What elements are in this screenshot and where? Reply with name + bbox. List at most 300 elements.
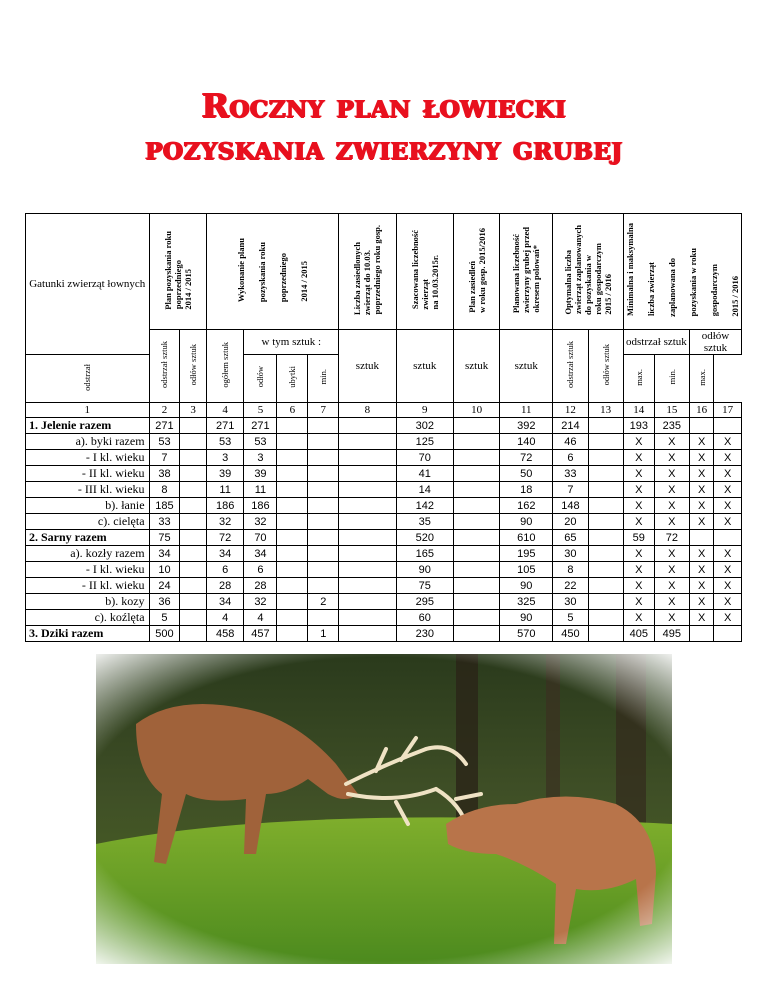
table-cell: X xyxy=(714,434,742,450)
table-cell: 53 xyxy=(206,434,244,450)
h-ogolem-text: ogółem sztuk xyxy=(220,341,231,388)
table-cell xyxy=(277,450,308,466)
table-cell xyxy=(453,482,499,498)
table-cell: 457 xyxy=(244,626,277,642)
table-cell xyxy=(180,546,206,562)
table-cell: X xyxy=(654,482,689,498)
table-cell xyxy=(588,418,623,434)
table-cell xyxy=(180,450,206,466)
table-cell: 185 xyxy=(149,498,180,514)
deer-fight-photo xyxy=(96,654,672,964)
species-header: Gatunki zwierząt łownych xyxy=(26,214,150,355)
minimalna-header xyxy=(623,214,741,330)
table-cell: X xyxy=(623,514,654,530)
liczba-header xyxy=(339,214,396,330)
liczba-l2: zwierząt do 10.03. xyxy=(362,249,373,315)
table-cell xyxy=(180,530,206,546)
table-cell: 53 xyxy=(149,434,180,450)
table-cell xyxy=(308,546,339,562)
table-cell xyxy=(308,466,339,482)
table-body xyxy=(26,418,742,642)
table-cell xyxy=(339,546,396,562)
table-cell: X xyxy=(654,450,689,466)
table-cell: X xyxy=(654,578,689,594)
h-odstrzal-5 xyxy=(26,355,150,403)
table-row xyxy=(26,578,742,594)
h-odstrzal-sztuk-12-text: odstrzał sztuk xyxy=(565,341,576,388)
table-cell: 34 xyxy=(244,546,277,562)
table-cell xyxy=(180,466,206,482)
table-cell: 495 xyxy=(654,626,689,642)
species-label: b). łanie xyxy=(26,498,150,514)
table-cell: X xyxy=(654,514,689,530)
table-cell: 610 xyxy=(500,530,553,546)
planowana-header xyxy=(500,214,553,330)
table-cell: 36 xyxy=(149,594,180,610)
table-cell xyxy=(277,610,308,626)
table-cell: X xyxy=(714,546,742,562)
species-label: a). kozły razem xyxy=(26,546,150,562)
table-cell: 39 xyxy=(206,466,244,482)
optymalna-l3: do pozyskania w xyxy=(583,254,594,315)
title-line-1: Roczny plan łowiecki xyxy=(201,86,567,125)
col-num: 11 xyxy=(500,403,553,418)
table-row xyxy=(26,530,742,546)
table-row xyxy=(26,594,742,610)
optymalna-l5: 2015 / 2016 xyxy=(603,273,614,315)
table-cell xyxy=(180,610,206,626)
table-cell: X xyxy=(714,498,742,514)
plan-prev-l2: poprzedniego xyxy=(172,260,183,310)
table-cell xyxy=(180,578,206,594)
table-cell xyxy=(277,578,308,594)
table-cell xyxy=(690,418,714,434)
table-row xyxy=(26,626,742,642)
table-cell xyxy=(453,610,499,626)
h-odlow-sztuk-3 xyxy=(180,330,206,403)
table-cell: 2 xyxy=(308,594,339,610)
plan-zasiedlen-l1: Plan zasiedleń xyxy=(466,260,477,313)
table-cell: 235 xyxy=(654,418,689,434)
column-number-row xyxy=(26,403,742,418)
table-cell xyxy=(714,626,742,642)
table-cell: X xyxy=(623,482,654,498)
table-cell: 3 xyxy=(206,450,244,466)
table-cell: 8 xyxy=(553,562,588,578)
table-cell xyxy=(453,578,499,594)
table-cell xyxy=(453,626,499,642)
table-cell: 271 xyxy=(149,418,180,434)
table-cell: 28 xyxy=(244,578,277,594)
table-cell xyxy=(308,434,339,450)
table-cell: 70 xyxy=(396,450,453,466)
table-cell xyxy=(180,626,206,642)
table-cell: 75 xyxy=(396,578,453,594)
optymalna-l2: zwierząt zaplanowanych xyxy=(573,225,584,315)
table-cell: X xyxy=(623,562,654,578)
plan-prev-l3: 2014 / 2015 xyxy=(182,268,193,310)
table-cell: X xyxy=(654,594,689,610)
table-cell xyxy=(690,530,714,546)
table-cell xyxy=(180,594,206,610)
table-cell: X xyxy=(690,594,714,610)
szacowana-l1: Szacowana liczebność xyxy=(409,230,420,310)
table-cell: 10 xyxy=(149,562,180,578)
table-cell xyxy=(277,562,308,578)
table-cell: 193 xyxy=(623,418,654,434)
table-cell xyxy=(339,626,396,642)
table-cell: 90 xyxy=(500,610,553,626)
table-cell xyxy=(714,418,742,434)
table-cell xyxy=(277,434,308,450)
header-row-top xyxy=(26,214,742,330)
table-cell xyxy=(277,418,308,434)
table-cell xyxy=(588,450,623,466)
species-label: - I kl. wieku xyxy=(26,450,150,466)
h-ubytki-7-text: ubytki xyxy=(287,366,298,388)
table-cell xyxy=(453,434,499,450)
hunting-plan-table xyxy=(25,213,742,642)
table-cell: 6 xyxy=(244,562,277,578)
h-min-14-text: min. xyxy=(318,369,329,385)
table-cell xyxy=(588,498,623,514)
table-cell xyxy=(714,530,742,546)
table-cell xyxy=(277,482,308,498)
table-cell: X xyxy=(714,594,742,610)
table-cell: 271 xyxy=(244,418,277,434)
table-row xyxy=(26,466,742,482)
col-num: 6 xyxy=(277,403,308,418)
table-cell: 34 xyxy=(149,546,180,562)
table-cell xyxy=(453,466,499,482)
title-line-2: pozyskania zwierzyny grubej xyxy=(145,128,623,167)
table-cell: 405 xyxy=(623,626,654,642)
table-cell xyxy=(453,418,499,434)
table-cell xyxy=(277,546,308,562)
minimalna-l1: Minimalna i maksymalna xyxy=(624,223,635,317)
table-cell: 22 xyxy=(553,578,588,594)
table-cell: 4 xyxy=(206,610,244,626)
table-cell: 271 xyxy=(206,418,244,434)
table-cell xyxy=(453,450,499,466)
table-cell: 125 xyxy=(396,434,453,450)
col-num: 2 xyxy=(149,403,180,418)
col-num: 8 xyxy=(339,403,396,418)
col-num: 10 xyxy=(453,403,499,418)
table-cell: X xyxy=(690,498,714,514)
table-cell: X xyxy=(690,610,714,626)
h-odstrzal-5-text: odstrzał xyxy=(82,363,93,391)
h-w-tym: w tym sztuk : xyxy=(244,330,339,355)
table-cell xyxy=(339,594,396,610)
table-cell: 8 xyxy=(149,482,180,498)
table-cell xyxy=(453,594,499,610)
table-cell: 105 xyxy=(500,562,553,578)
table-cell xyxy=(588,482,623,498)
table-cell xyxy=(588,626,623,642)
col-num: 9 xyxy=(396,403,453,418)
liczba-l1: Liczba zasiedlonych xyxy=(352,241,363,315)
wykonanie-l3: poprzedniego xyxy=(278,252,289,303)
table-cell: X xyxy=(690,450,714,466)
minimalna-l4: pozyskania w roku xyxy=(687,248,698,317)
planowana-l3: okresem polowań* xyxy=(531,245,542,313)
col-num: 7 xyxy=(308,403,339,418)
h-odlow-6-text: odłów xyxy=(255,366,266,388)
table-cell: 142 xyxy=(396,498,453,514)
table-row xyxy=(26,418,742,434)
h-sztuk-9: sztuk xyxy=(396,330,453,403)
table-cell: X xyxy=(623,466,654,482)
table-cell: 90 xyxy=(396,562,453,578)
table-cell xyxy=(277,530,308,546)
table-cell: 11 xyxy=(244,482,277,498)
table-cell: 72 xyxy=(500,450,553,466)
table-cell: X xyxy=(654,466,689,482)
table-cell: 295 xyxy=(396,594,453,610)
species-label: c). koźlęta xyxy=(26,610,150,626)
table-cell: X xyxy=(623,610,654,626)
table-cell xyxy=(339,514,396,530)
table-cell: 5 xyxy=(149,610,180,626)
h-odlow-sztuk-3-text: odłów sztuk xyxy=(188,343,199,386)
table-cell: X xyxy=(714,514,742,530)
table-cell: 32 xyxy=(244,594,277,610)
wykonanie-l4: 2014 / 2015 xyxy=(299,261,310,303)
table-cell xyxy=(339,418,396,434)
plan-prev-l1: Plan pozyskania roku xyxy=(162,230,173,310)
h-odstrzal-sztuk-2-text: odstrzał sztuk xyxy=(159,341,170,388)
planowana-l2: zwierzyny grubej przed xyxy=(521,227,532,313)
table-row xyxy=(26,562,742,578)
table-cell xyxy=(339,610,396,626)
table-cell xyxy=(308,578,339,594)
h-odstrzal-sztuk-2 xyxy=(149,330,180,403)
h-odstrzal-sztuk-min-max: odstrzał sztuk xyxy=(623,330,689,355)
table-cell xyxy=(308,610,339,626)
h-odstrzal-sztuk-12 xyxy=(553,330,588,403)
table-cell xyxy=(180,498,206,514)
table-cell: 302 xyxy=(396,418,453,434)
table-cell: X xyxy=(623,546,654,562)
table-cell xyxy=(339,450,396,466)
liczba-l3: poprzedniego roku gosp. xyxy=(372,225,383,315)
table-cell: 34 xyxy=(206,546,244,562)
table-cell xyxy=(180,418,206,434)
table-row xyxy=(26,450,742,466)
table-cell xyxy=(180,562,206,578)
table-cell: 11 xyxy=(206,482,244,498)
table-cell xyxy=(339,482,396,498)
col-num: 17 xyxy=(714,403,742,418)
h-odlow-sztuk-13 xyxy=(588,330,623,403)
table-cell xyxy=(453,562,499,578)
h-ogolem xyxy=(206,330,244,403)
table-cell xyxy=(339,578,396,594)
table-cell: 28 xyxy=(206,578,244,594)
table-cell: 90 xyxy=(500,514,553,530)
table-cell: 38 xyxy=(149,466,180,482)
table-cell: X xyxy=(654,562,689,578)
optymalna-l4: roku gospodarczym xyxy=(593,242,604,315)
table-cell: 14 xyxy=(396,482,453,498)
table-cell: 458 xyxy=(206,626,244,642)
table-cell xyxy=(308,530,339,546)
h-min-16-text: min. xyxy=(666,369,677,385)
table-cell: 162 xyxy=(500,498,553,514)
table-cell xyxy=(180,434,206,450)
table-cell xyxy=(588,514,623,530)
table-cell: X xyxy=(690,434,714,450)
table-cell: 5 xyxy=(553,610,588,626)
table-cell: 18 xyxy=(500,482,553,498)
table-cell: 140 xyxy=(500,434,553,450)
table-cell xyxy=(588,578,623,594)
table-row xyxy=(26,514,742,530)
species-label: - II kl. wieku xyxy=(26,578,150,594)
table-cell: 60 xyxy=(396,610,453,626)
table-cell: X xyxy=(714,610,742,626)
h-odlow-sztuk-min-max: odłów sztuk xyxy=(690,330,742,355)
table-cell xyxy=(277,498,308,514)
table-cell: X xyxy=(623,578,654,594)
table-cell: 72 xyxy=(206,530,244,546)
species-label: - III kl. wieku xyxy=(26,482,150,498)
table-cell: X xyxy=(690,514,714,530)
table-cell xyxy=(453,546,499,562)
table-cell xyxy=(339,466,396,482)
table-row xyxy=(26,610,742,626)
table-cell: X xyxy=(714,466,742,482)
table-cell xyxy=(588,610,623,626)
species-label: c). cielęta xyxy=(26,514,150,530)
table-cell: 214 xyxy=(553,418,588,434)
table-cell xyxy=(308,418,339,434)
table-cell: 20 xyxy=(553,514,588,530)
col-num: 16 xyxy=(690,403,714,418)
table-cell: 65 xyxy=(553,530,588,546)
table-cell: 148 xyxy=(553,498,588,514)
species-label: 2. Sarny razem xyxy=(26,530,150,546)
h-min-14 xyxy=(308,355,339,403)
table-cell xyxy=(339,530,396,546)
table-cell: X xyxy=(714,578,742,594)
minimalna-l5: gospodarczym xyxy=(708,264,719,317)
table-cell: 392 xyxy=(500,418,553,434)
table-row xyxy=(26,434,742,450)
table-cell: X xyxy=(654,610,689,626)
table-cell: X xyxy=(690,578,714,594)
species-label: a). byki razem xyxy=(26,434,150,450)
table-cell xyxy=(588,434,623,450)
table-cell: 34 xyxy=(206,594,244,610)
table-cell: X xyxy=(690,482,714,498)
table-cell xyxy=(339,498,396,514)
table-cell xyxy=(588,594,623,610)
table-cell: X xyxy=(654,434,689,450)
col-num: 14 xyxy=(623,403,654,418)
table-cell: 41 xyxy=(396,466,453,482)
table-cell: 39 xyxy=(244,466,277,482)
h-odlow-6 xyxy=(244,355,277,403)
table-cell: X xyxy=(654,546,689,562)
table-cell: 4 xyxy=(244,610,277,626)
table-cell xyxy=(453,498,499,514)
table-cell: 570 xyxy=(500,626,553,642)
table-cell: 6 xyxy=(206,562,244,578)
table-cell: 50 xyxy=(500,466,553,482)
table-cell xyxy=(453,530,499,546)
h-max-15 xyxy=(623,355,654,403)
table-cell: 33 xyxy=(553,466,588,482)
table-cell xyxy=(453,514,499,530)
table-cell xyxy=(277,514,308,530)
table-cell xyxy=(339,562,396,578)
table-cell xyxy=(588,562,623,578)
h-sztuk-11: sztuk xyxy=(500,330,553,403)
table-cell xyxy=(277,626,308,642)
table-cell xyxy=(308,450,339,466)
col-num: 4 xyxy=(206,403,244,418)
species-label: - II kl. wieku xyxy=(26,466,150,482)
h-min-16 xyxy=(654,355,689,403)
table-cell: 32 xyxy=(206,514,244,530)
table-cell: X xyxy=(690,562,714,578)
col-num: 15 xyxy=(654,403,689,418)
table-cell: 75 xyxy=(149,530,180,546)
table-cell: 59 xyxy=(623,530,654,546)
table-cell: 70 xyxy=(244,530,277,546)
table-cell: X xyxy=(623,498,654,514)
table-cell xyxy=(277,466,308,482)
table-cell xyxy=(308,498,339,514)
col-num: 3 xyxy=(180,403,206,418)
h-max-15-text: max. xyxy=(633,368,644,386)
table-row xyxy=(26,498,742,514)
table-cell: 24 xyxy=(149,578,180,594)
col-num: 1 xyxy=(26,403,150,418)
col-num: 12 xyxy=(553,403,588,418)
h-max-17 xyxy=(690,355,714,403)
table-cell xyxy=(308,514,339,530)
species-label: b). kozy xyxy=(26,594,150,610)
table-cell: 90 xyxy=(500,578,553,594)
plan-zasiedlen-l2: w roku gosp. 2015/2016 xyxy=(476,227,487,313)
species-label: 1. Jelenie razem xyxy=(26,418,150,434)
table-cell: X xyxy=(623,450,654,466)
szacowana-header xyxy=(396,214,453,330)
table-cell xyxy=(308,482,339,498)
table-cell xyxy=(339,434,396,450)
table-cell xyxy=(588,546,623,562)
table-cell: 7 xyxy=(149,450,180,466)
optymalna-l1: Optymalna liczba xyxy=(563,250,574,315)
wykonanie-l2: pozyskania roku xyxy=(257,242,268,303)
table-cell: 46 xyxy=(553,434,588,450)
minimalna-l2: liczba zwierząt xyxy=(645,262,656,317)
table-cell: X xyxy=(714,482,742,498)
table-cell: 186 xyxy=(244,498,277,514)
table-cell: 53 xyxy=(244,434,277,450)
h-max-17-text: max. xyxy=(696,368,707,386)
table-cell xyxy=(180,514,206,530)
table-cell xyxy=(690,626,714,642)
table-cell: 6 xyxy=(553,450,588,466)
h-odlow-sztuk-13-text: odłów sztuk xyxy=(600,343,611,386)
table-row xyxy=(26,482,742,498)
h-sztuk-8: sztuk xyxy=(339,330,396,403)
wykonanie-header xyxy=(206,214,338,330)
